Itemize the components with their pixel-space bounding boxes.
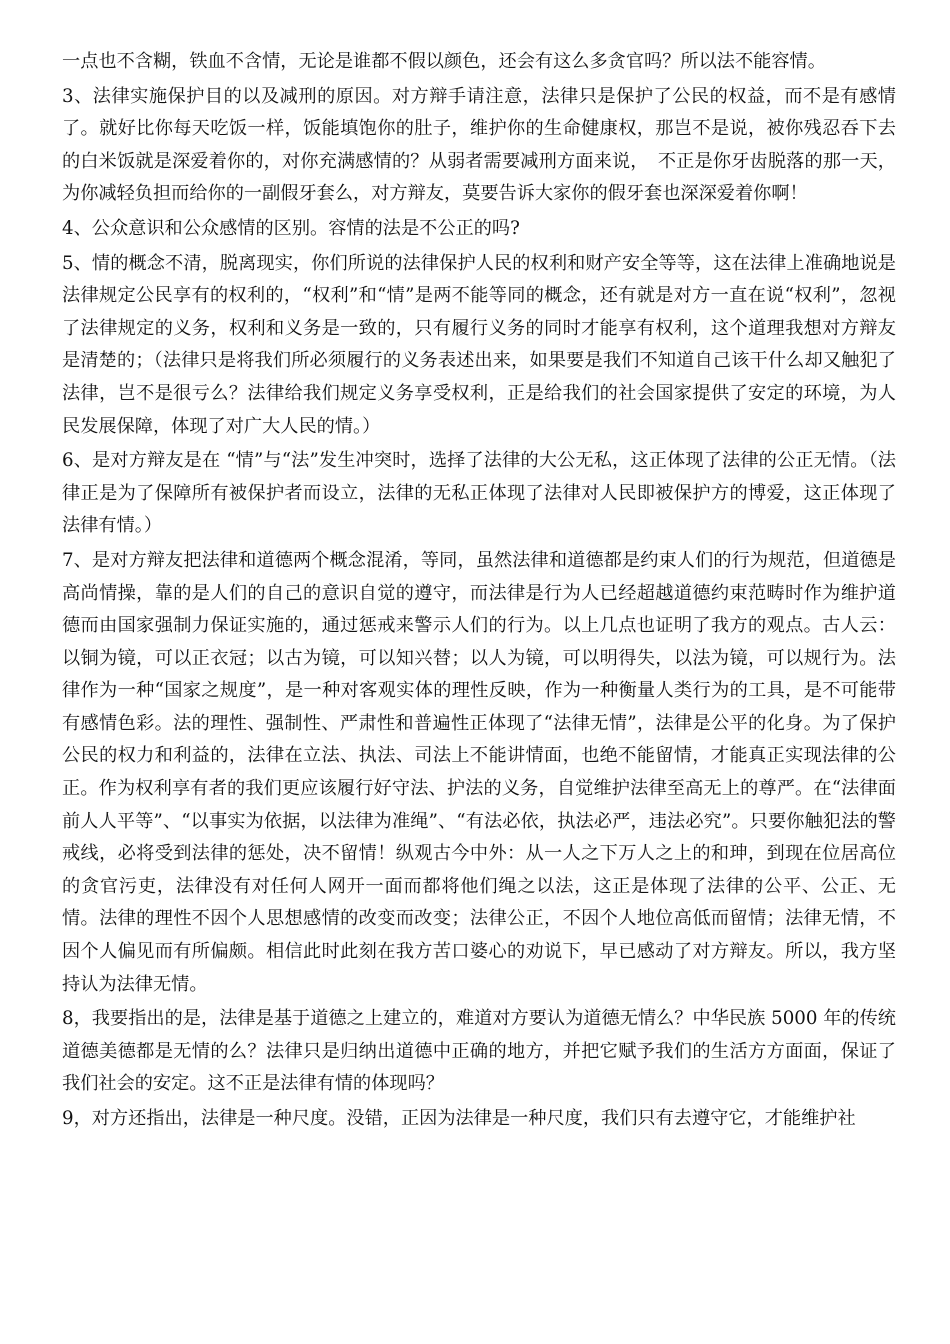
paragraph-point-9: 9，对方还指出，法律是一种尺度。没错，正因为法律是一种尺度，我们只有去遵守它，才能维护社 bbox=[62, 1108, 856, 1129]
paragraph-point-6: 6、是对方辩友是在 “情”与“法”发生冲突时，选择了法律的大公无私，这正体现了法律的公正无情。（法律正是为了保障所有被保护者而设立，法律的无私正体现了法律对人民即被保护方的博爱，这正体现了法律有情。） bbox=[62, 450, 896, 537]
document-page bbox=[62, 46, 896, 1138]
paragraph-point-3: 3、法律实施保护目的以及减刑的原因。对方辩手请注意，法律只是保护了公民的权益，而不是有感情了。就好比你每天吃饭一样，饭能填饱你的肚子，维护你的生命健康权，那岂不是说，被你残忍吞下去的白米饭就是深爱着你的，对你充满感情的？从弱者需要减刑方面来说， 不正是你牙齿脱落的那一天，为你减轻负担而给你的一副假牙套么，对方辩友，莫要告诉大家你的假牙套也深深爱着你啊！ bbox=[62, 85, 896, 205]
paragraph-point-5: 5、情的概念不清，脱离现实，你们所说的法律保护人民的权利和财产安全等等，这在法律上准确地说是法律规定公民享有的权利的，“权利”和“情”是两不能等同的概念，还有就是对方一直在说“权利”，忽视了法律规定的义务，权利和义务是一致的，只有履行义务的同时才能享有权利，这个道理我想对方辩友是清楚的；（法律只是将我们所必须履行的义务表述出来，如果要是我们不知道自己该干什么却又触犯了法律，岂不是很亏么？法律给我们规定义务享受权利，正是给我们的社会国家提供了安定的环境，为人民发展保障，体现了对广大人民的情。） bbox=[62, 252, 896, 437]
paragraph-point-8: 8，我要指出的是，法律是基于道德之上建立的，难道对方要认为道德无情么？中华民族 5000 年的传统道德美德都是无情的么？法律只是归纳出道德中正确的地方，并把它赋予我们的生活方方面面，保证了我们社会的安定。这不正是法律有情的体现吗？ bbox=[62, 1008, 896, 1095]
paragraph-point-7: 7、是对方辩友把法律和道德两个概念混淆，等同，虽然法律和道德都是约束人们的行为规范，但道德是高尚情操，靠的是人们的自己的意识自觉的遵守，而法律是行为人已经超越道德约束范畴时作为维护道德而由国家强制力保证实施的，通过惩戒来警示人们的行为。以上几点也证明了我方的观点。古人云：以铜为镜，可以正衣冠；以古为镜，可以知兴替；以人为镜，可以明得失，以法为镜，可以规行为。法律作为一种“国家之规度”，是一种对客观实体的理性反映，作为一种衡量人类行为的工具，是不可能带有感情色彩。法的理性、强制性、严肃性和普遍性正体现了“法律无情”，法律是公平的化身。为了保护公民的权力和利益的，法律在立法、执法、司法上不能讲情面，也绝不能留情，才能真正实现法律的公正。作为权利享有者的我们更应该履行好守法、护法的义务，自觉维护法律至高无上的尊严。在“法律面前人人平等”、“以事实为依据，以法律为准绳”、“有法必依，执法必严，违法必究”。只要你触犯法的警戒线，必将受到法律的惩处，决不留情！纵观古今中外：从一人之下万人之上的和珅，到现在位居高位的贪官污吏，法律没有对任何人网开一面而都将他们绳之以法，这正是体现了法律的公平、公正、无情。法律的理性不因个人思想感情的改变而改变；法律公正，不因个人地位高低而留情；法律无情，不因个人偏见而有所偏颇。相信此时此刻在我方苦口婆心的劝说下，早已感动了对方辩友。所以，我方坚持认为法律无情。 bbox=[62, 549, 896, 995]
paragraph-continuation: 一点也不含糊，铁血不含情，无论是谁都不假以颜色，还会有这么多贪官吗？所以法不能容情。 bbox=[62, 51, 826, 72]
paragraph-point-4: 4、公众意识和公众感情的区别。容情的法是不公正的吗? bbox=[62, 217, 520, 239]
